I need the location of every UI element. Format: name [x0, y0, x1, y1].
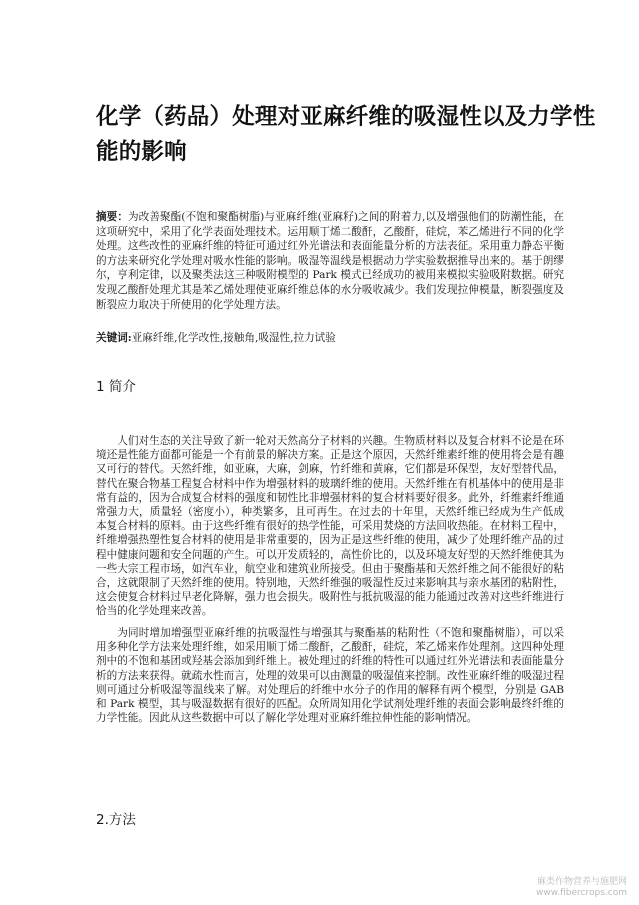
intro-paragraph-1: 人们对生态的关注导致了新一轮对天然高分子材料的兴趣。生物质材料以及复合材料不论是在环境还是性能方面都可能是一个有前景的解决方案。正是这个原因，天然纤维素纤维的使用将会是有趣又可行的替代。天然纤维，如亚麻，大麻，剑麻，竹纤维和黄麻，它们都是环保型，友好型替代品，替代在聚合物基工程复合材料中作为增强材料的玻璃纤维的使用。天然纤维在有机基体中的使用是非常有益的，因为合成复合材料的强度和韧性比非增强材料的复合材料要好很多。此外，纤维素纤维通常强力大，质量轻（密度小），种类繁多，且可再生。在过去的十年里，天然纤维已经成为生产低成本复合材料的原料。由于这些纤维有很好的热学性能，可采用焚烧的方法回收热能。在材料工程中，纤维增强热塑性复合材料的使用是非常重要的，因为正是这些纤维的使用，减少了处理纤维产品的过程中健康问题和安全问题的产生。可以开发质轻的，高性价比的，以及环境友好型的天然纤维使其为一些大宗工程市场，如汽车业，航空业和建筑业所接受。但由于聚酯基和天然纤维之间不能很好的粘合，这就限制了天然纤维的使用。特别地，天然纤维强的吸湿性反过来影响其与亲水基团的粘附性，这会使复合材料过早老化降解，强力也会损失。吸附性与抵抗吸湿的能力能通过改善对这些纤维进行恰当的化学处理来改善。: [96, 435, 564, 618]
keywords-text: 亚麻纤维,化学改性,接触角,吸湿性,拉力试验: [131, 332, 336, 344]
watermark-line-1: 麻类作物营养与施肥网: [536, 877, 627, 887]
intro-paragraph-2: 为同时增加增强型亚麻纤维的抗吸湿性与增强其与聚酯基的粘附性（不饱和聚酯树脂），可以采用多种化学方法来处理纤维，如采用顺丁烯二酸酐，乙酸酐，硅烷，苯乙烯来作处理剂。这四种处理剂中的不饱和基团或羟基会添加到纤维上。被处理过的纤维的特性可以通过红外光谱法和表面能量分析的方法来获得。就疏水性而言，处理的效果可以由测量的吸湿值来控制。改性亚麻纤维的吸湿过程则可通过分析吸湿等温线来了解。对处理后的纤维中水分子的作用的解释有两个模型，分别是 GAB 和 Park 模型，其与吸湿数据有很好的匹配。众所周知用化学试剂处理纤维的表面会影响最终纤维的力学性能。因此从这些数据中可以了解化学处理对亚麻纤维拉伸性能的影响情况。: [96, 627, 564, 725]
abstract-label: 摘要：: [96, 211, 128, 223]
keywords-label: 关键词:: [96, 332, 132, 344]
abstract: [96, 210, 564, 312]
watermark: [536, 877, 627, 899]
keywords: [96, 331, 564, 346]
abstract-text: 为改善聚酯(不饱和聚酯树脂)与亚麻纤维(亚麻籽)之间的附着力,以及增强他们的防潮性能，在这项研究中，采用了化学表面处理技术。运用顺丁烯二酸酐，乙酸酐，硅烷，苯乙烯进行不同的化学处理。这些改性的亚麻纤维的特征可通过红外光谱法和表面能量分析的方法表征。采用重力静态平衡的方法来研究化学处理对吸水性能的影响。吸湿等温线是根据动力学实验数据推导出来的。基于朗缪尔，亨利定律，以及聚类法这三种吸附模型的 Park 模式已经成功的被用来模拟实验吸附数据。研究发现乙酸酐处理尤其是苯乙烯处理使亚麻纤维总体的水分吸收减少。我们发现拉伸模量，断裂强度及断裂应力取决于所使用的化学处理方法。: [96, 211, 565, 311]
section-heading-introduction: 1 简介: [96, 379, 136, 395]
watermark-line-2: www.fibercrops.com: [536, 888, 627, 898]
paper-title: 化学（药品）处理对亚麻纤维的吸湿性以及力学性能的影响: [96, 104, 596, 165]
section-heading-methods: 2.方法: [96, 812, 136, 828]
